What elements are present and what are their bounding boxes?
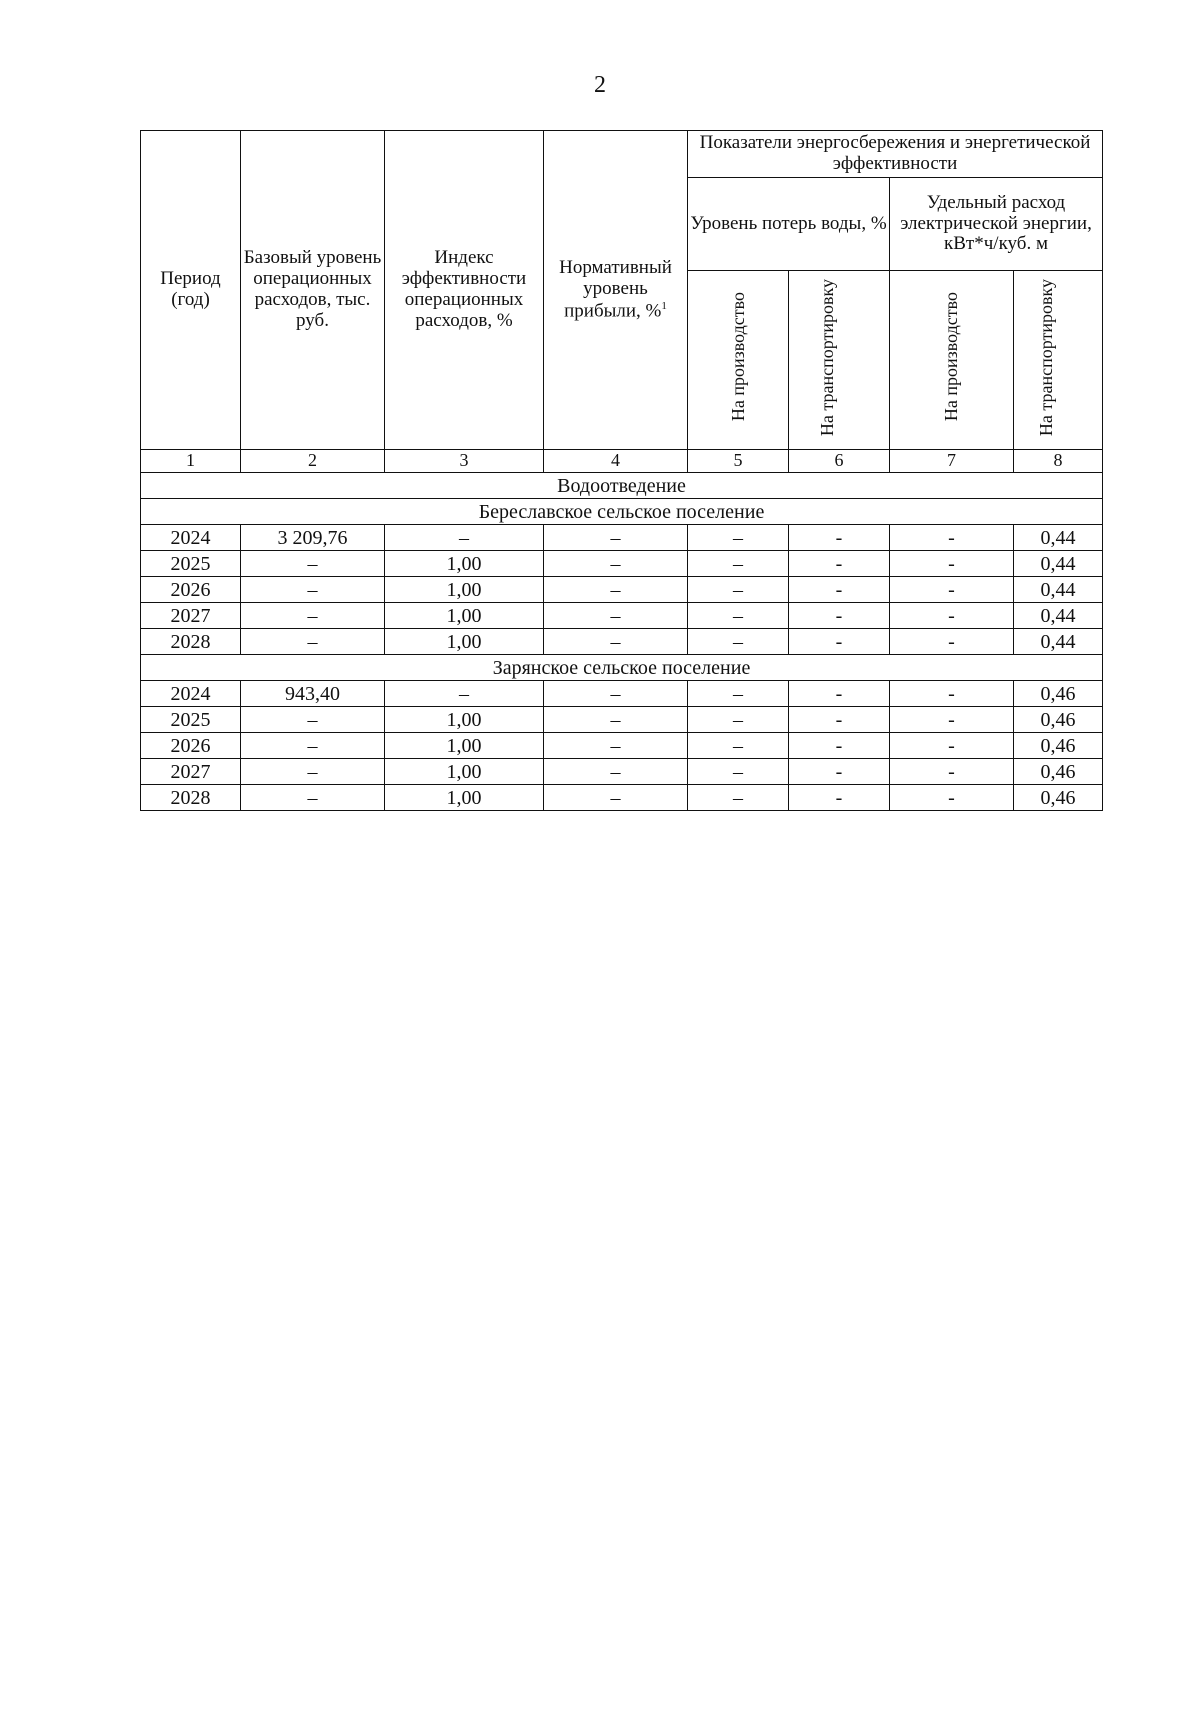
column-number: 1: [141, 450, 241, 473]
table-cell: 0,44: [1014, 603, 1103, 629]
table-cell: 0,46: [1014, 733, 1103, 759]
settlement-rows: [141, 681, 1103, 811]
table-cell: -: [789, 759, 890, 785]
table-cell: –: [688, 629, 789, 655]
table-row: [141, 525, 1103, 551]
column-numbers-row: [141, 450, 1103, 473]
column-number: 5: [688, 450, 789, 473]
table-cell: 1,00: [385, 785, 544, 811]
table-cell: –: [241, 629, 385, 655]
settlement-row: [141, 499, 1103, 525]
table-cell: 1,00: [385, 551, 544, 577]
header-base-level: Базовый уровень операционных расходов, тыс. руб.: [241, 131, 385, 450]
table-cell: 1,00: [385, 629, 544, 655]
table-cell: -: [789, 577, 890, 603]
table-cell: –: [241, 603, 385, 629]
table-cell: 2025: [141, 707, 241, 733]
table-cell: –: [544, 733, 688, 759]
column-number: 4: [544, 450, 688, 473]
settlement-name: Береславское сельское поселение: [141, 499, 1103, 525]
table-cell: -: [789, 733, 890, 759]
header-col6: [789, 271, 890, 450]
table-cell: -: [789, 629, 890, 655]
column-number: 6: [789, 450, 890, 473]
table-cell: -: [789, 551, 890, 577]
table-cell: –: [544, 603, 688, 629]
table-cell: –: [688, 681, 789, 707]
footnote-marker: 1: [661, 299, 667, 312]
table-cell: –: [688, 603, 789, 629]
table-cell: -: [890, 733, 1014, 759]
table-row: [141, 603, 1103, 629]
table-row: [141, 707, 1103, 733]
table-cell: -: [890, 707, 1014, 733]
page-number: 2: [594, 72, 606, 98]
section-row: [141, 473, 1103, 499]
table-cell: 2027: [141, 603, 241, 629]
table-cell: 2024: [141, 525, 241, 551]
table-cell: –: [544, 629, 688, 655]
table-cell: –: [544, 759, 688, 785]
table-cell: -: [890, 785, 1014, 811]
table-cell: –: [544, 707, 688, 733]
column-number: 2: [241, 450, 385, 473]
table-cell: 2024: [141, 681, 241, 707]
table-cell: –: [688, 785, 789, 811]
table-cell: –: [544, 551, 688, 577]
table-cell: -: [789, 785, 890, 811]
table-cell: –: [241, 759, 385, 785]
table-cell: -: [890, 551, 1014, 577]
header-col6-label: На транспортировку: [817, 278, 837, 436]
table-cell: –: [241, 577, 385, 603]
table-cell: –: [544, 785, 688, 811]
table-cell: –: [688, 733, 789, 759]
section-title: Водоотведение: [141, 473, 1103, 499]
table-cell: 943,40: [241, 681, 385, 707]
table-cell: 1,00: [385, 707, 544, 733]
table-cell: –: [688, 577, 789, 603]
table-cell: –: [241, 707, 385, 733]
table-cell: -: [890, 681, 1014, 707]
column-number: 7: [890, 450, 1014, 473]
header-col7: [890, 271, 1014, 450]
table-row: [141, 577, 1103, 603]
table-cell: 2027: [141, 759, 241, 785]
settlement-name: Зарянское сельское поселение: [141, 655, 1103, 681]
header-electricity: Удельный расход электрической энергии, кВт*ч/куб. м: [890, 178, 1103, 271]
table-row: [141, 551, 1103, 577]
header-col8: [1014, 271, 1103, 450]
column-number: 3: [385, 450, 544, 473]
table-cell: –: [385, 525, 544, 551]
table-cell: -: [789, 525, 890, 551]
table-cell: –: [688, 525, 789, 551]
table-cell: -: [789, 681, 890, 707]
table-cell: –: [385, 681, 544, 707]
table-cell: 1,00: [385, 603, 544, 629]
table-cell: 0,46: [1014, 759, 1103, 785]
table-cell: –: [544, 577, 688, 603]
table-row: [141, 681, 1103, 707]
table-cell: 1,00: [385, 733, 544, 759]
table-cell: 2025: [141, 551, 241, 577]
table-cell: -: [890, 629, 1014, 655]
table-cell: –: [241, 551, 385, 577]
header-col5: [688, 271, 789, 450]
indicators-table: [140, 130, 1103, 811]
header-col7-label: На производство: [941, 292, 962, 422]
table-cell: –: [544, 681, 688, 707]
column-number: 8: [1014, 450, 1103, 473]
table-cell: 0,44: [1014, 551, 1103, 577]
table-cell: -: [890, 525, 1014, 551]
table-cell: 0,46: [1014, 785, 1103, 811]
table-cell: 1,00: [385, 759, 544, 785]
table-cell: -: [890, 759, 1014, 785]
table-cell: 2028: [141, 785, 241, 811]
settlement-rows: [141, 525, 1103, 655]
table-cell: -: [890, 603, 1014, 629]
table-row: [141, 759, 1103, 785]
table-cell: –: [688, 759, 789, 785]
table-cell: -: [890, 577, 1014, 603]
table-cell: 2026: [141, 733, 241, 759]
table-body: [141, 450, 1103, 525]
header-period: Период (год): [141, 131, 241, 450]
table-body-2: [141, 655, 1103, 681]
table-cell: –: [688, 707, 789, 733]
table-cell: –: [544, 525, 688, 551]
header-col5-label: На производство: [727, 292, 748, 422]
table-cell: –: [241, 733, 385, 759]
table-cell: 0,44: [1014, 629, 1103, 655]
table-header: [141, 131, 1103, 450]
table-cell: -: [789, 707, 890, 733]
table-cell: 0,46: [1014, 707, 1103, 733]
table-cell: –: [688, 551, 789, 577]
header-normative-profit-label: Нормативный уровень прибыли, %: [559, 257, 672, 322]
table-cell: 0,44: [1014, 525, 1103, 551]
table-cell: –: [241, 785, 385, 811]
header-efficiency-index: Индекс эффективности операционных расходов, %: [385, 131, 544, 450]
settlement-row: [141, 655, 1103, 681]
table-cell: 0,46: [1014, 681, 1103, 707]
table-cell: 2026: [141, 577, 241, 603]
table-cell: 2028: [141, 629, 241, 655]
header-water-losses: Уровень потерь воды, %: [688, 178, 890, 271]
table-cell: -: [789, 603, 890, 629]
table-row: [141, 733, 1103, 759]
table-cell: 1,00: [385, 577, 544, 603]
table-cell: 3 209,76: [241, 525, 385, 551]
table-row: [141, 785, 1103, 811]
header-normative-profit: [544, 131, 688, 450]
header-col8-label: На транспортировку: [1036, 278, 1057, 436]
header-energy-group: Показатели энергосбережения и энергетической эффективности: [688, 131, 1103, 178]
table-cell: 0,44: [1014, 577, 1103, 603]
table-row: [141, 629, 1103, 655]
